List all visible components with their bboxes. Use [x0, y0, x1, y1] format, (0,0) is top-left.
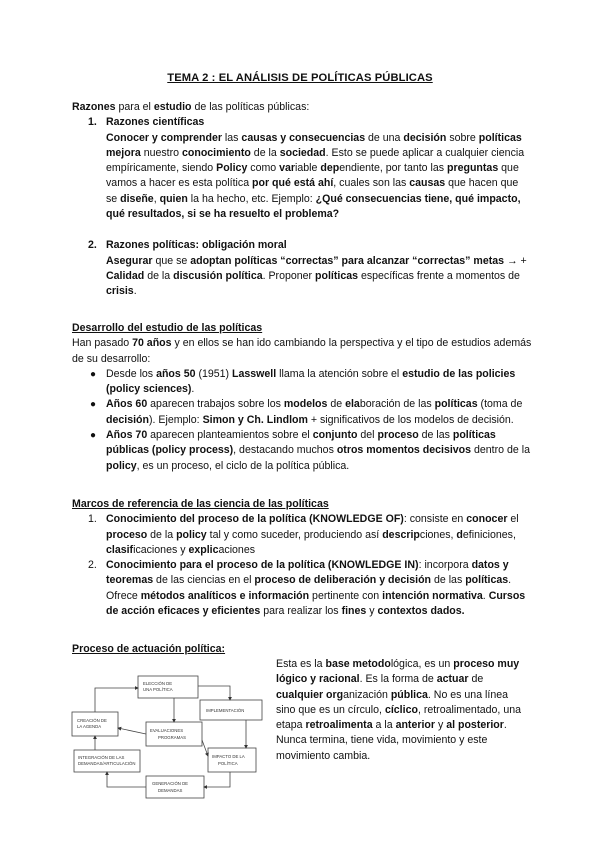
arrow-generacion-integracion — [107, 772, 146, 787]
label-impacto-2: POLÍTICA — [218, 761, 238, 766]
label-integracion-1: INTEGRACIÓN DE LAS — [78, 755, 125, 760]
marcos-heading: Marcos de referencia de las ciencia de las políticas — [72, 498, 329, 510]
box-evaluaciones — [146, 722, 202, 746]
desarrollo-bullet-anos-60: ● Años 60 aparecen trabajos sobre los modelos de elaboración de las políticas (toma de decisión). Ejemplo: Simon y Ch. Lindlom + significativos de los modelos de decisión. — [90, 398, 523, 426]
label-creacion-1: CREACIÓN DE — [77, 718, 107, 723]
desarrollo-section — [72, 321, 532, 474]
marcos-item-knowledge-of: 1. Conocimiento del proceso de la política (KNOWLEDGE OF): consiste en conocer el proceso de la policy tal y como suceder, produciendo así descripciones, definiciones, clasificaciones y explicaciones — [88, 513, 519, 556]
label-evaluaciones-2: PROGRAMAS — [158, 735, 186, 740]
arrow-impacto-generacion — [204, 772, 230, 787]
marcos-item-knowledge-in: 2. Conocimiento para el proceso de la política (KNOWLEDGE IN): incorpora datos y teoremas de las ciencias en el proceso de deliberación y decisión de las políticas. Ofrece métodos analíticos e información pertinente con intención normativa. Cursos de acción eficaces y eficientes para realizar los fines y contextos dados. — [88, 559, 526, 618]
label-implementacion: IMPLEMENTACIÓN — [206, 708, 245, 713]
razones-politicas: 2. Razones políticas: obligación moral Asegurar que se adoptan políticas “correctas” para alcanzar “correctas” metas → + Calidad de la discusión política. Proponer políticas específicas frente a momentos de crisis. — [88, 239, 527, 298]
proceso-description: Esta es la base metodológica, es un proceso muy lógico y racional. Es la forma de actuar de cualquier organización pública. No es una línea sino que es un círculo, cíclico, retroalimentado, una etapa retroalimenta a la anterior y al posterior. Nunca termina, tiene vida, movimiento y este movimiento cambia. — [276, 658, 521, 762]
desarrollo-bullet-anos-70: ● Años 70 aparecen planteamientos sobre el conjunto del proceso de las políticas públicas (policy process), destacando muchos otros momentos decisivos dentro de la policy, es un proceso, el ciclo de la política pública. — [90, 429, 530, 472]
label-generacion-2: DEMANDAS — [158, 788, 183, 793]
razones-cientificas: 1. Razones científicas Conocer y comprender las causas y consecuencias de una decisión sobre políticas mejora nuestro conocimiento de la sociedad. Esto se puede aplicar a cualquier ciencia empíricamente, siendo Policy como variable dependiente, por tanto las preguntas que vamos a hacer es esta política por qué está ahí, cuales son las causas que hacen que se diseñe, quien la ha hecho, etc. Ejemplo: ¿Qué consecuencias tiene, qué impacto, qué resultados, si se ha resuelto el problema? — [88, 116, 525, 221]
razones-politicas-body: Asegurar que se adoptan políticas “correctas” para alcanzar “correctas” metas → + Calidad de la discusión política. Proponer políticas específicas frente a momentos de crisis. — [106, 254, 527, 298]
bullet-icon: ● — [90, 399, 97, 411]
arrow-eleccion-implementacion — [198, 686, 230, 700]
label-eleccion-1: ELECCIÓN DE — [143, 681, 173, 686]
arrow-evaluaciones-creacion — [118, 728, 146, 734]
marcos-section — [72, 497, 532, 619]
label-integracion-2: DEMANDAS/ARTICULACIÓN — [78, 761, 136, 766]
label-impacto-1: IMPACTO DE LA — [212, 754, 245, 759]
policy-cycle-diagram — [70, 670, 270, 800]
desarrollo-heading: Desarrollo del estudio de las políticas — [72, 322, 263, 334]
desarrollo-bullet-anos-50: ● Desde los años 50 (1951) Lasswell llama la atención sobre el estudio de las policies (policy sciences). — [90, 367, 516, 396]
razones-section — [72, 100, 532, 300]
razones-cientificas-heading: Razones científicas — [106, 116, 205, 129]
razones-intro: Razones para el estudio de las políticas públicas: — [72, 101, 310, 113]
proceso-section — [72, 642, 532, 657]
policy-cycle-svg — [70, 670, 270, 800]
arrow-creacion-eleccion — [95, 688, 138, 712]
desarrollo-intro: Han pasado 70 años y en ellos se han ido cambiando la perspectiva y el tipo de estudios además de su desarrollo: — [72, 337, 532, 365]
arrow-evaluaciones-impacto — [202, 740, 208, 756]
box-impacto — [208, 748, 256, 772]
box-generacion — [146, 776, 204, 798]
label-creacion-2: LA AGENDA — [77, 724, 102, 729]
label-eleccion-2: UNA POLÍTICA — [143, 687, 173, 692]
bullet-icon: ● — [90, 368, 97, 380]
bullet-icon: ● — [90, 430, 97, 442]
razones-cientificas-body: Conocer y comprender las causas y consecuencias de una decisión sobre políticas mejora nuestro conocimiento de la sociedad. Esto se puede aplicar a cualquier ciencia empíricamente, siendo Policy como variable dependiente, por tanto las preguntas que vamos a hacer es esta política por qué está ahí, cuales son las causas que hacen que se diseñe, quien la ha hecho, etc. Ejemplo: ¿Qué consecuencias tiene, qué impacto, qué resultados, si se ha resuelto el problema? — [106, 131, 525, 221]
razones-politicas-heading: Razones políticas: obligación moral — [106, 239, 287, 252]
page-title: TEMA 2 : EL ANÁLISIS DE POLÍTICAS PÚBLICAS — [167, 72, 433, 84]
label-generacion-1: GENERACIÓN DE — [152, 781, 189, 786]
proceso-heading: Proceso de actuación política: — [72, 643, 226, 655]
label-evaluaciones-1: EVALUACIONES — [150, 728, 184, 733]
